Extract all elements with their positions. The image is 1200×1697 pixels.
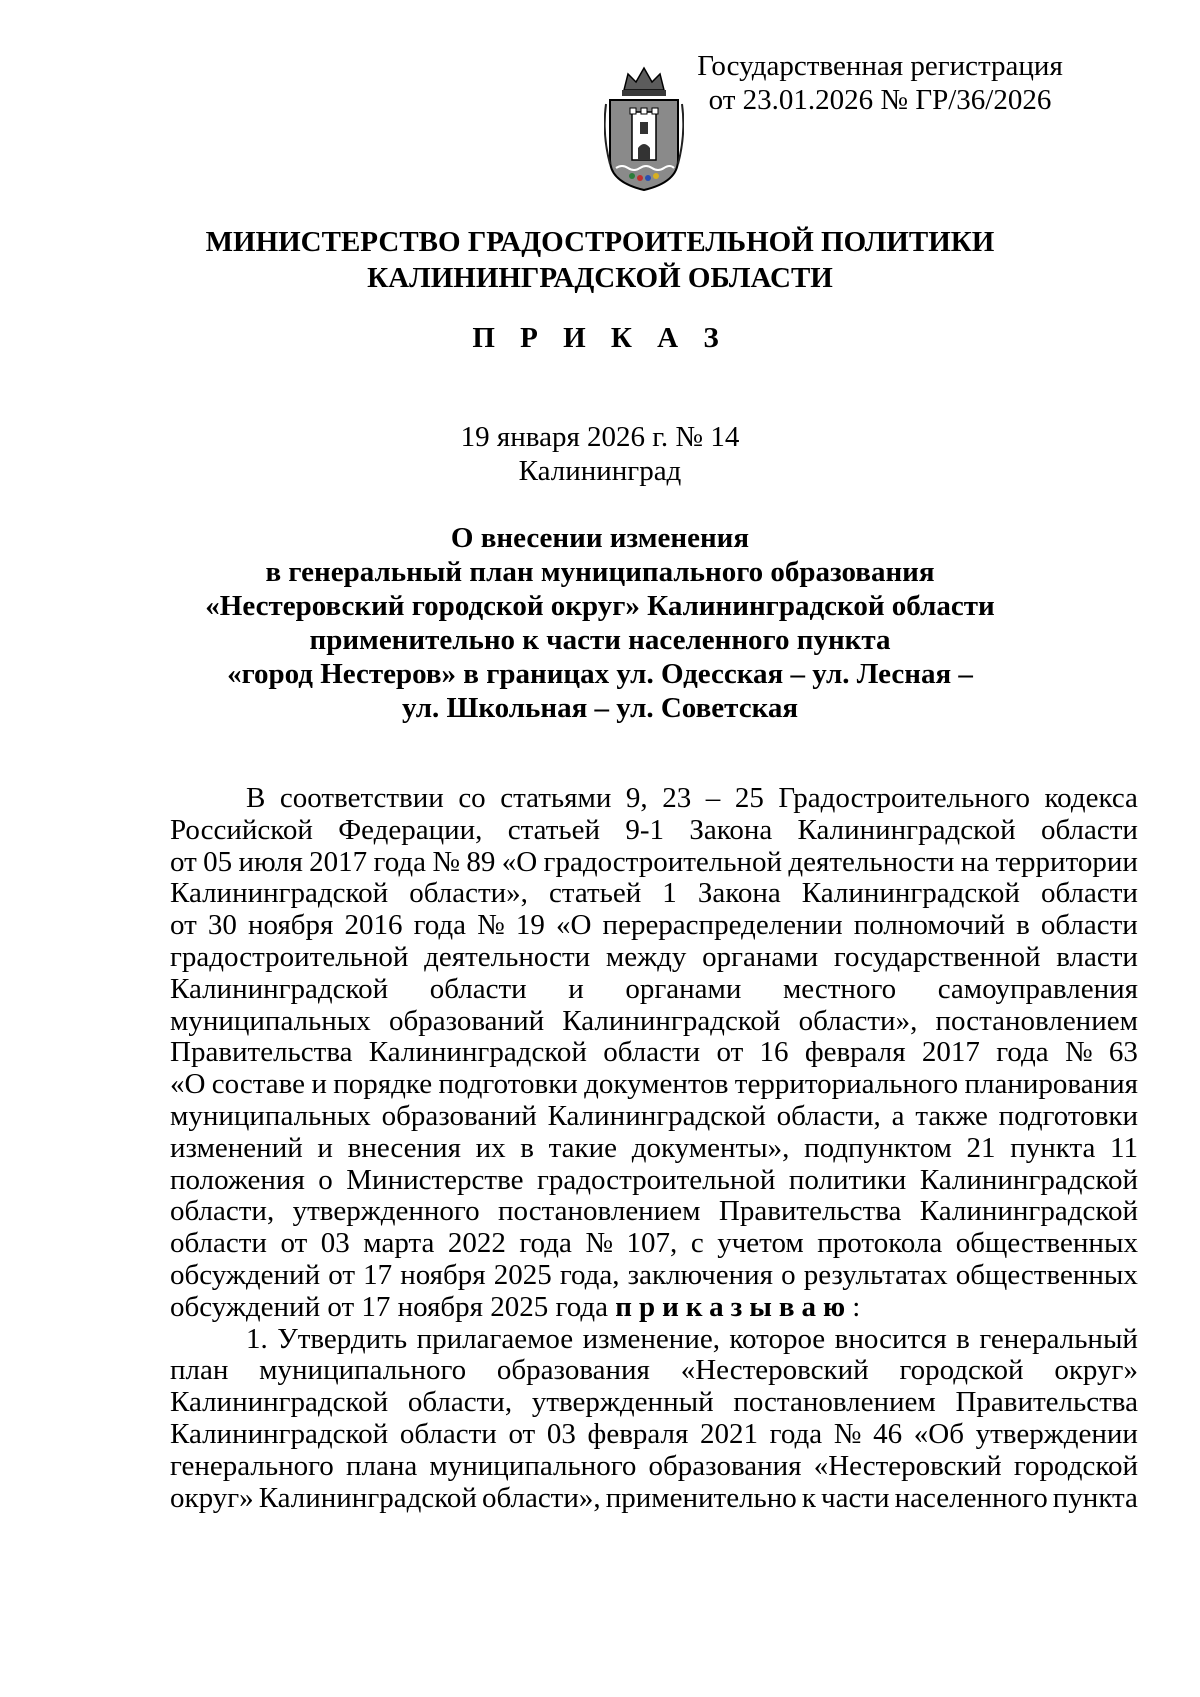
subject-line: О внесении изменения	[450, 522, 750, 554]
text-line: Российской Федерации, статьей 9-1 Закона Калининградской области	[170, 813, 1138, 846]
registration-line-1: Государственная регистрация	[697, 50, 1063, 82]
text-line: муниципальных образований Калининградской области, а также подготовки	[170, 1099, 1138, 1132]
paragraph-1	[170, 783, 1138, 1292]
text-line: положения о Министерстве градостроительной политики Калининградской	[170, 1163, 1138, 1196]
text-line: Калининградской области и органами местного самоуправления	[170, 972, 1138, 1005]
subject-line: «город Нестеров» в границах ул. Одесская – ул. Лесная –	[227, 658, 973, 690]
text-line: Калининградской области, утвержденный постановлением Правительства	[170, 1386, 1138, 1419]
subject-line: «Нестеровский городской округ» Калининградской области	[205, 590, 995, 622]
registration-line-2: от 23.01.2026 № ГР/36/2026	[708, 84, 1052, 116]
text-line: градостроительной деятельности между органами государственной власти	[170, 940, 1138, 973]
paragraph-1-final-line	[170, 1292, 1138, 1324]
text-line: план муниципального образования «Нестеровский городской округ»	[170, 1354, 1138, 1387]
text-line: изменений и внесения их в такие документы», подпунктом 21 пункта 11	[170, 1131, 1138, 1164]
text-line: Калининградской области», статьей 1 Закона Калининградской области	[170, 877, 1138, 910]
ministry-line-1: МИНИСТЕРСТВО ГРАДОСТРОИТЕЛЬНОЙ ПОЛИТИКИ	[205, 226, 995, 258]
subject-line: в генеральный план муниципального образования	[265, 556, 935, 588]
order-subject	[0, 521, 1200, 725]
registration-stamp	[680, 49, 1080, 117]
coat-of-arms-icon	[604, 64, 684, 194]
crown-shape	[624, 68, 664, 90]
text-line: генерального плана муниципального образования «Нестеровский городской	[170, 1449, 1138, 1482]
subject-line: применительно к части населенного пункта	[309, 624, 891, 656]
paragraph-2	[170, 1324, 1138, 1515]
final-line-text: обсуждений от 17 ноября 2025 года	[170, 1290, 608, 1323]
text-line: области, утвержденного постановлением Правительства Калининградской	[170, 1195, 1138, 1228]
decree-end: :	[852, 1290, 861, 1323]
text-line: области от 03 марта 2022 года № 107, с учетом протокола общественных	[170, 1227, 1138, 1260]
text-line: округ» Калининградской области», применительно к части населенного пункта	[170, 1481, 1138, 1514]
date-block	[0, 420, 1200, 488]
text-line: В соответствии со статьями 9, 23 – 25 Градостроительного кодекса	[246, 782, 1138, 814]
text-line: «О составе и порядке подготовки документов территориального планирования	[170, 1068, 1138, 1101]
ministry-line-2: КАЛИНИНГРАДСКОЙ ОБЛАСТИ	[367, 262, 833, 294]
text-line: муниципальных образований Калининградской области», постановлением	[170, 1004, 1138, 1037]
text-line: от 30 ноября 2016 года № 19 «О перераспределении полномочий в области	[170, 909, 1138, 942]
ministry-title	[0, 224, 1200, 296]
subject-line: ул. Школьная – ул. Советская	[401, 692, 799, 724]
text-line: обсуждений от 17 ноября 2025 года, заключения о результатах общественных	[170, 1258, 1138, 1291]
text-line: Правительства Калининградской области от 16 февраля 2017 года № 63	[170, 1036, 1138, 1069]
order-title: П Р И К А З	[472, 322, 728, 354]
order-date-number: 19 января 2026 г. № 14	[460, 421, 740, 453]
text-line: от 05 июля 2017 года № 89 «О градостроительной деятельности на территории	[170, 845, 1138, 878]
order-city: Калининград	[518, 455, 682, 487]
text-line: Калининградской области от 03 февраля 2021 года № 46 «Об утверждении	[170, 1417, 1138, 1450]
decree-word: приказываю	[615, 1290, 853, 1323]
text-line: 1. Утвердить прилагаемое изменение, которое вносится в генеральный	[246, 1322, 1138, 1355]
order-body	[170, 783, 1138, 1514]
